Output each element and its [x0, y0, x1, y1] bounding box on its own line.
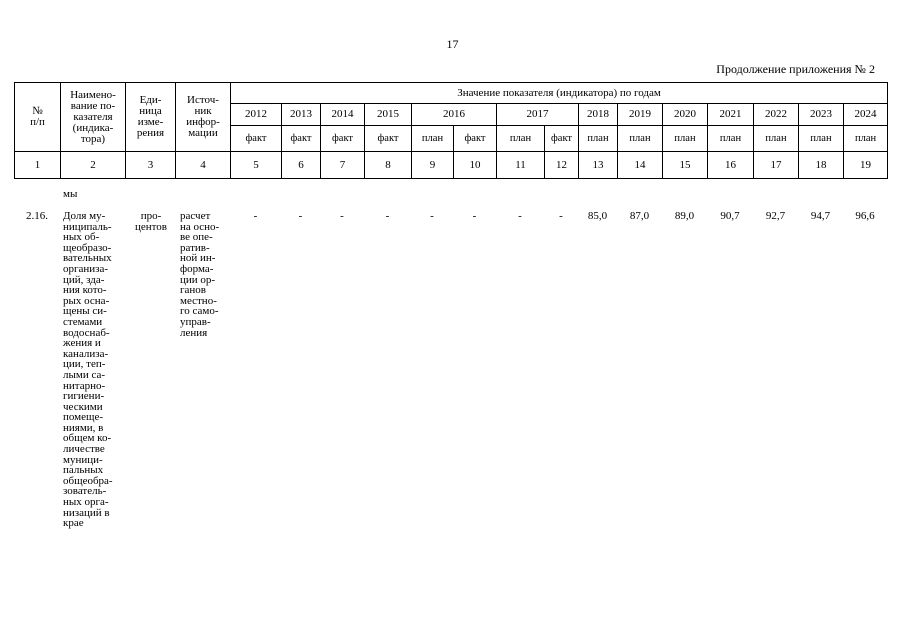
- value-kind: факт: [545, 126, 579, 152]
- indicator-name: Доля му- ниципаль- ных об- щеобразо- вательных организа- ций, зда- ния кото- рых осна- щены си- стемами водоснаб- жения и канализа- ции, теп- лыми са- нитарно- гигиени- ческими помеще- ниями, в общем ко- личестве муници- пальных общеобра- зователь- ных орга- низаций в крае: [63, 210, 113, 530]
- column-number: 1: [15, 152, 61, 179]
- year-header: 2015: [365, 104, 412, 126]
- header-values-by-year: Значение показателя (индикатора) по годам: [231, 83, 888, 104]
- value-kind: факт: [321, 126, 365, 152]
- column-number: 13: [579, 152, 618, 179]
- value-2019: 87,0: [629, 210, 650, 222]
- year-header: 2019: [618, 104, 663, 126]
- value-2016-fact: -: [472, 210, 477, 222]
- column-number: 12: [545, 152, 579, 179]
- value-2024: 96,6: [855, 210, 875, 222]
- value-kind: план: [844, 126, 888, 152]
- column-number: 18: [799, 152, 844, 179]
- column-number: 6: [282, 152, 321, 179]
- header-unit: Еди- ница изме- рения: [126, 83, 176, 152]
- column-number: 15: [663, 152, 708, 179]
- column-number: 4: [176, 152, 231, 179]
- value-kind: факт: [231, 126, 282, 152]
- column-number: 16: [708, 152, 754, 179]
- header-indicator-name: Наимено- вание по- казателя (индика- тора): [61, 83, 126, 152]
- value-2017-fact: -: [559, 210, 563, 222]
- column-number: 5: [231, 152, 282, 179]
- column-number: 2: [61, 152, 126, 179]
- value-2021: 90,7: [720, 210, 740, 222]
- indicator-source: расчет на осно- ве опе- ратив- ной ин- форма- ции ор- ганов местно- го само- управ- ления: [180, 210, 220, 339]
- column-number: 10: [454, 152, 497, 179]
- value-kind: план: [412, 126, 454, 152]
- year-header: 2012: [231, 104, 282, 126]
- value-kind: план: [754, 126, 799, 152]
- value-2022: 92,7: [765, 210, 786, 222]
- appendix-continuation-note: Продолжение приложения № 2: [716, 62, 875, 76]
- value-2014: -: [340, 210, 344, 222]
- year-header: 2024: [844, 104, 888, 126]
- value-kind: план: [579, 126, 618, 152]
- column-number: 11: [497, 152, 545, 179]
- year-header: 2016: [412, 104, 497, 126]
- row-number: 2.16.: [26, 210, 48, 222]
- value-2015: -: [385, 210, 390, 222]
- header-num: № п/п: [15, 83, 61, 152]
- continued-text-fragment: мы: [63, 188, 78, 200]
- value-2020: 89,0: [674, 210, 695, 222]
- column-number: 17: [754, 152, 799, 179]
- year-header: 2022: [754, 104, 799, 126]
- value-2012: -: [253, 210, 258, 222]
- value-kind: план: [799, 126, 844, 152]
- value-2013: -: [298, 210, 303, 222]
- year-header: 2013: [282, 104, 321, 126]
- header-source: Источ- ник инфор- мации: [176, 83, 231, 152]
- value-kind: факт: [282, 126, 321, 152]
- value-kind: план: [618, 126, 663, 152]
- value-kind: план: [497, 126, 545, 152]
- indicator-table: [14, 82, 888, 179]
- column-number: 3: [126, 152, 176, 179]
- column-number: 9: [412, 152, 454, 179]
- year-header: 2018: [579, 104, 618, 126]
- value-2017-plan: -: [518, 210, 522, 222]
- value-kind: план: [708, 126, 754, 152]
- value-kind: план: [663, 126, 708, 152]
- column-number: 19: [844, 152, 888, 179]
- column-number: 7: [321, 152, 365, 179]
- year-header: 2023: [799, 104, 844, 126]
- value-2016-plan: -: [430, 210, 434, 222]
- column-number: 8: [365, 152, 412, 179]
- page-number: 17: [446, 37, 459, 51]
- value-2018: 85,0: [587, 210, 608, 222]
- indicator-unit: про- центов: [134, 210, 167, 233]
- column-number: 14: [618, 152, 663, 179]
- year-header: 2017: [497, 104, 579, 126]
- year-header: 2021: [708, 104, 754, 126]
- value-kind: факт: [365, 126, 412, 152]
- value-kind: факт: [454, 126, 497, 152]
- year-header: 2020: [663, 104, 708, 126]
- value-2023: 94,7: [810, 210, 831, 222]
- year-header: 2014: [321, 104, 365, 126]
